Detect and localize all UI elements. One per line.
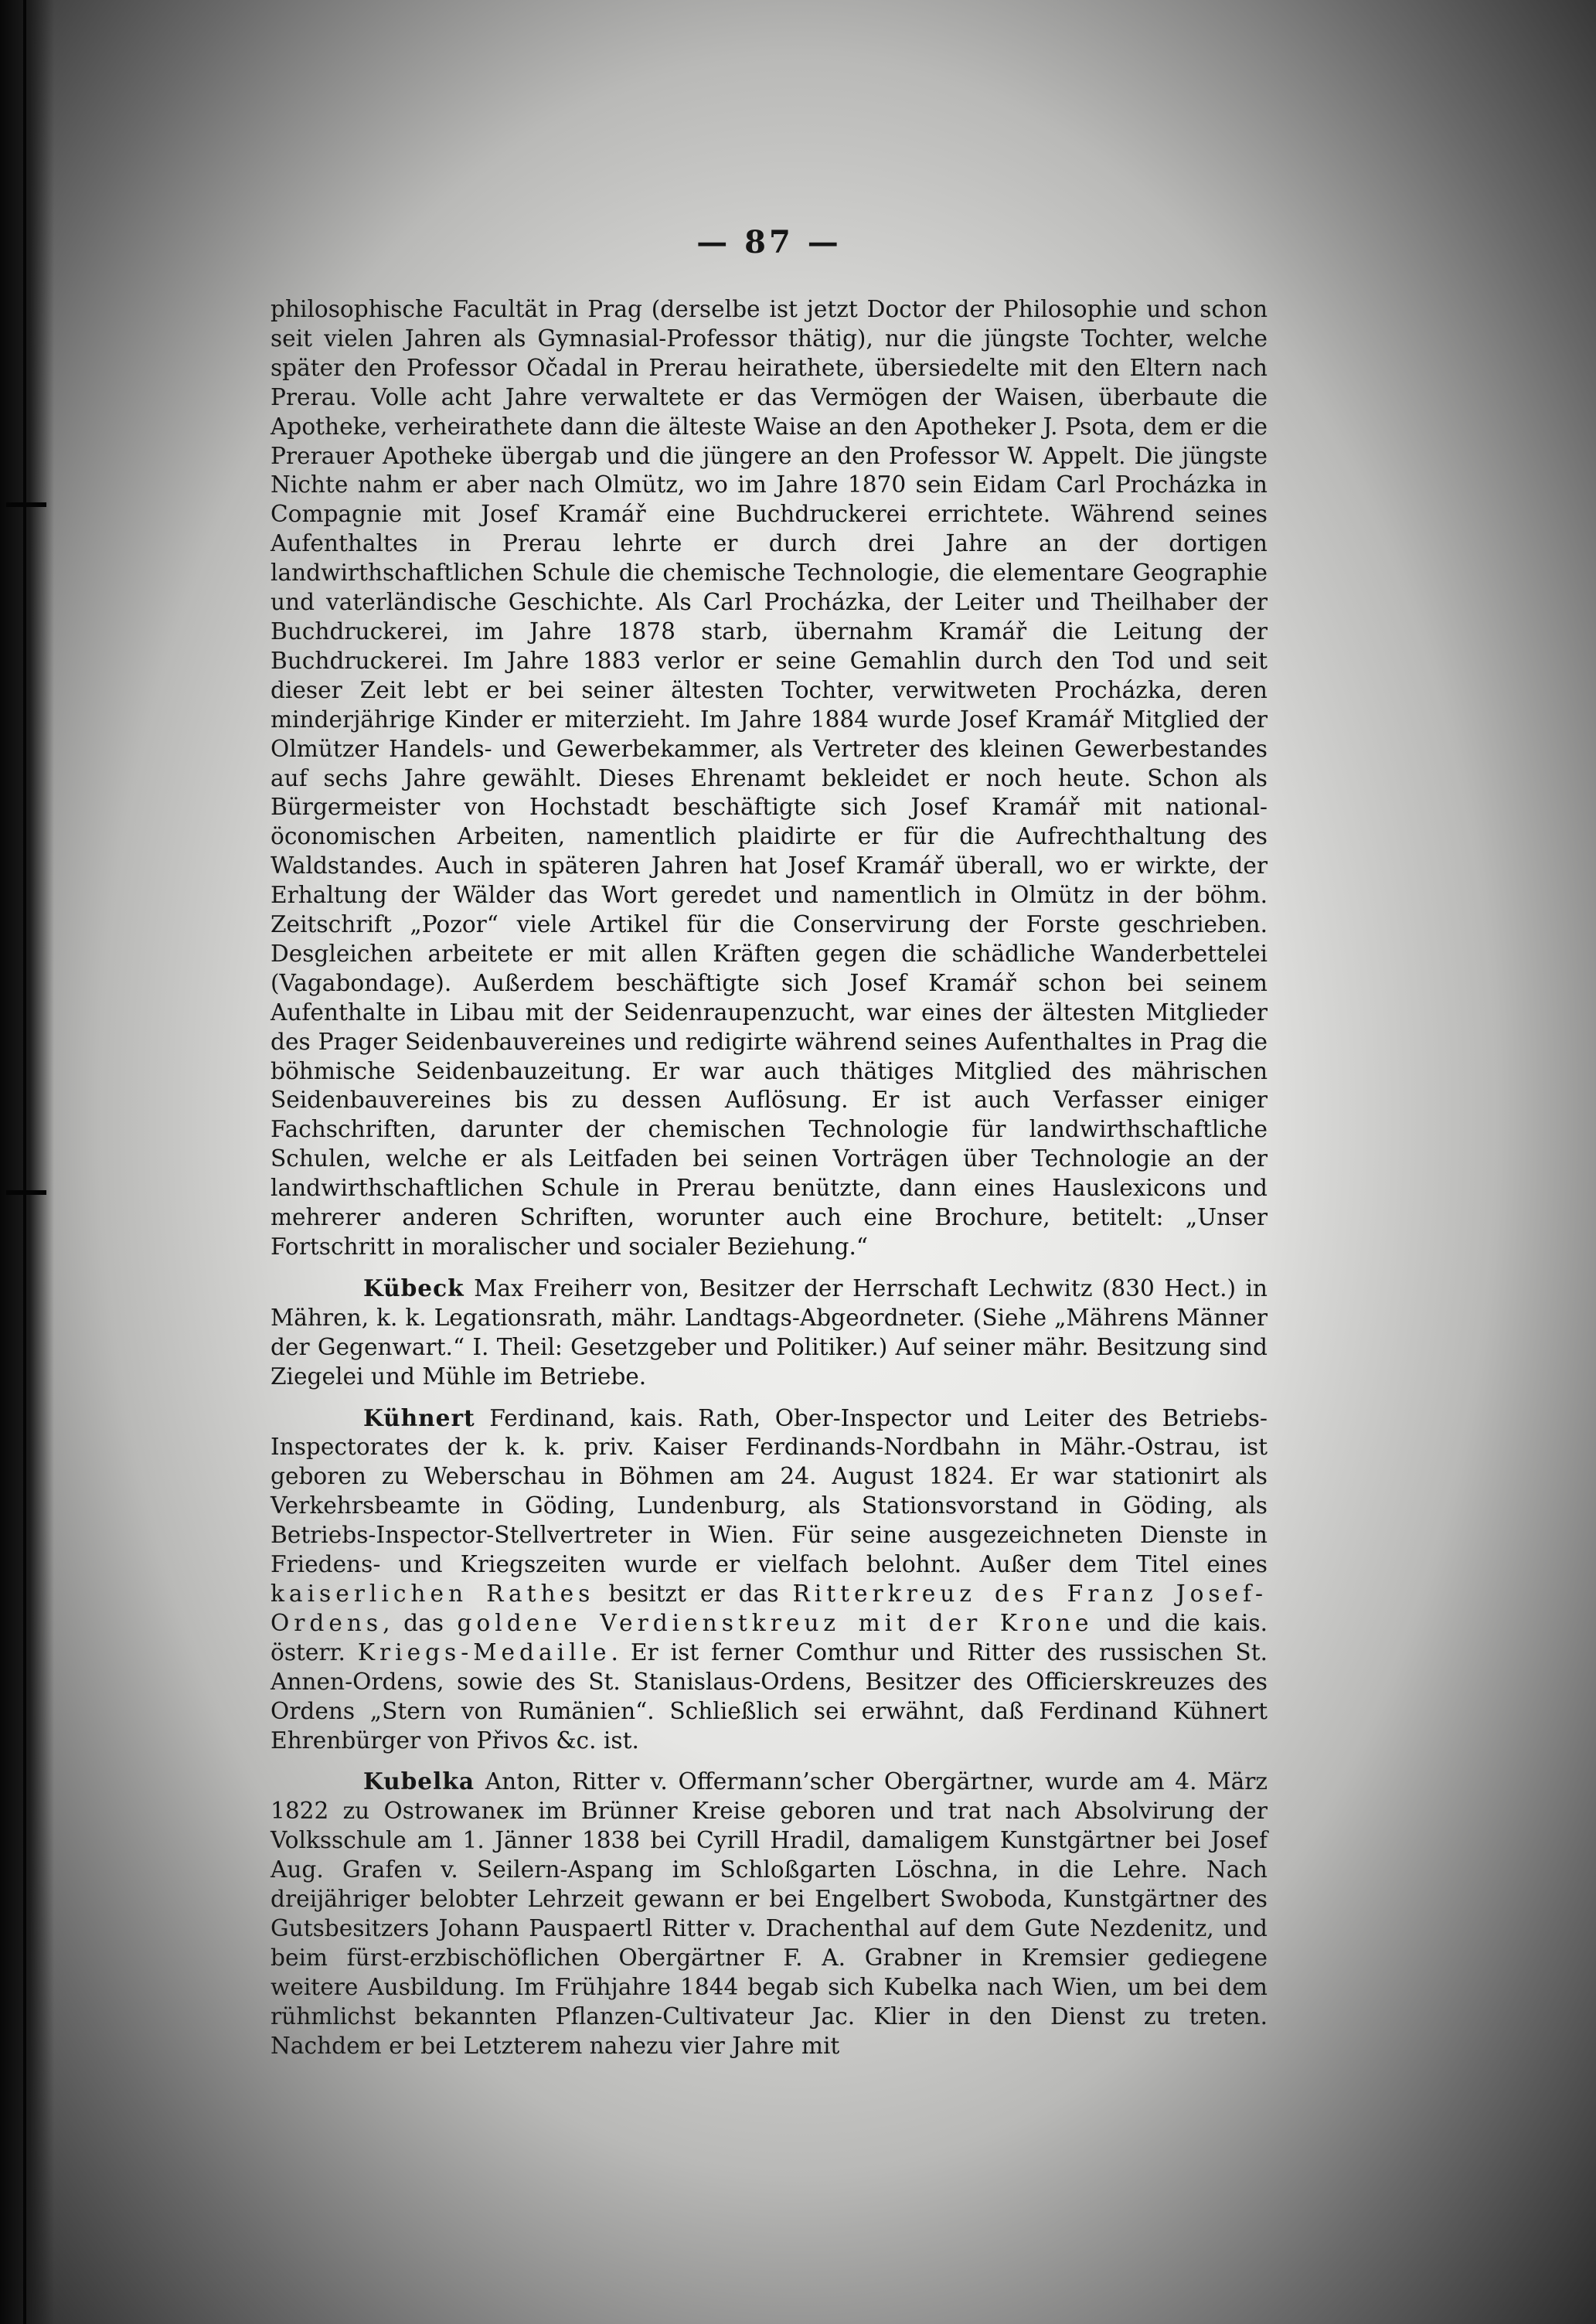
- entry-kuehnert: [271, 1404, 1268, 1756]
- entry-headword: Kühnert: [363, 1404, 475, 1431]
- entry-text: besitzt er das: [594, 1580, 793, 1607]
- binding-shadow: [0, 0, 54, 2324]
- binding-mark: [6, 502, 46, 507]
- entry-kubelka: [271, 1767, 1268, 2060]
- entry-spaced-text: Ritterkreuz des Franz Josef-Ordens: [271, 1580, 1268, 1636]
- entry-text: Ferdinand, kais. Rath, Ober-Inspector und Leiter des Betriebs-Inspectorates der k. k. priv. Kaiser Ferdinands-Nordbahn in Mähr.-Ostrau, ist geboren zu Weberschau in Böhmen am 24. August 1824. Er war stationirt als Verkehrsbeamte in Göding, Lundenburg, als Stationsvorstand in Göding, als Betriebs-Inspector-Stellvertreter in Wien. Für seine ausgezeichneten Dienste in Friedens- und Kriegszeiten wurde er vielfach belohnt. Außer dem Titel eines: [271, 1404, 1268, 1578]
- page-number: — 87 —: [696, 224, 842, 260]
- intro-paragraph: philosophische Facultät in Prag (derselbe ist jetzt Doctor der Philosophie und schon seit vielen Jahren als Gymnasial-Professor thätig), nur die jüngste Tochter, welche später den Professor Očadal in Prerau heirathete, übersiedelte mit den Eltern nach Prerau. Volle acht Jahre verwaltete er das Vermögen der Waisen, überbaute die Apotheke, verheirathete dann die älteste Waise an den Apotheker J. Psota, dem er die Prerauer Apotheke übergab und die jüngere an den Professor W. Appelt. Die jüngste Nichte nahm er aber nach Olmütz, wo im Jahre 1870 sein Eidam Carl Procházka in Compagnie mit Josef Kramář eine Buchdruckerei errichtete. Während seines Aufenthaltes in Prerau lehrte er durch drei Jahre an der dortigen landwirthschaftlichen Schule die chemische Technologie, die elementare Geographie und vaterländische Geschichte. Als Carl Procházka, der Leiter und Theilhaber der Buchdruckerei, im Jahre 1878 starb, übernahm Kramář die Leitung der Buchdruckerei. Im Jahre 1883 verlor er seine Gemahlin durch den Tod und seit dieser Zeit lebt er bei seiner ältesten Tochter, verwitweten Procházka, deren minderjährige Kinder er miterzieht. Im Jahre 1884 wurde Josef Kramář Mitglied der Olmützer Handels- und Gewerbekammer, als Vertreter des kleinen Gewerbestandes auf sechs Jahre gewählt. Dieses Ehrenamt bekleidet er noch heute. Schon als Bürgermeister von Hochstadt beschäftigte sich Josef Kramář mit national-öconomischen Arbeiten, namentlich plaidirte er für die Aufrechthaltung des Waldstandes. Auch in späteren Jahren hat Josef Kramář überall, wo er wirkte, der Erhaltung der Wälder das Wort geredet und namentlich in Olmütz in der böhm. Zeitschrift „Pozor“ viele Artikel für die Conservirung der Forste geschrieben. Desgleichen arbeitete er mit allen Kräften gegen die schädliche Wanderbettelei (Vagabondage). Außerdem beschäftigte sich Josef Kramář schon bei seinem Aufenthalte in Libau mit der Seidenraupenzucht, war eines der ältesten Mitglieder des Prager Seidenbauvereines und redigirte während seines Aufenthaltes in Prag die böhmische Seidenbauzeitung. Er war auch thätiges Mitglied des mährischen Seidenbauvereines bis zu dessen Auflösung. Er ist auch Verfasser einiger Fachschriften, darunter der chemischen Technologie für landwirthschaftliche Schulen, welche er als Leitfaden bei seinen Vorträgen über Technologie an der landwirthschaftlichen Schule in Prerau benützte, dann eines Hauslexicons und mehrerer anderen Schriften, worunter auch eine Brochure, betitelt: „Unser Fortschritt in moralischer und socialer Beziehung.“: [271, 296, 1268, 1260]
- book-page: [271, 224, 1268, 2059]
- entry-kuebeck: [271, 1274, 1268, 1392]
- entry-text: Anton, Ritter v. Offermann’scher Obergärtner, wurde am 4. März 1822 zu Ostrowaneк im Brünner Kreise geboren und trat nach Absolvirung der Volksschule am 1. Jänner 1838 bei Cyrill Hradil, damaligem Kunstgärtner bei Josef Aug. Grafen v. Seilern-Aspang im Schloßgarten Löschna, in die Lehre. Nach dreijähriger belobter Lehrzeit gewann er bei Engelbert Swoboda, Kunstgärtner des Gutsbesitzers Johann Pauspaertl Ritter v. Drachenthal auf dem Gute Nezdenitz, und beim fürst-erzbischöflichen Obergärtner F. A. Grabner in Kremsier gediegene weitere Ausbildung. Im Frühjahre 1844 begab sich Kubelka nach Wien, um bei dem rühmlichst bekannten Pflanzen-Cultivateur Jac. Klier in den Dienst zu treten. Nachdem er bei Letzterem nahezu vier Jahre mit: [271, 1768, 1268, 2059]
- entry-headword: Kübeck: [363, 1274, 465, 1302]
- entry-spaced-text: kaiserlichen Rathes: [271, 1580, 595, 1607]
- entry-headword: Kubelka: [363, 1768, 475, 1795]
- binding-line: [23, 0, 26, 2324]
- entry-spaced-text: Kriegs-Medaille: [357, 1638, 611, 1666]
- entry-spaced-text: goldene Verdienstkreuz mit der Krone: [457, 1609, 1094, 1636]
- entry-text: . Er ist ferner Comthur und Ritter des russischen St. Annen-Ordens, sowie des St. Stanislaus-Ordens, Besitzer des Officierskreuzes des Ordens „Stern von Rumänien“. Schließlich sei erwähnt, daß Ferdinand Kühnert Ehrenbürger von Přivos &c. ist.: [271, 1638, 1268, 1754]
- entry-text: und die kais. österr.: [271, 1609, 1268, 1666]
- entry-text: Max Freiherr von, Besitzer der Herrschaft Lechwitz (830 Hect.) in Mähren, k. k. Legationsrath, mähr. Landtags-Abgeordneter. (Siehe „Mährens Männer der Gegenwart.“ I. Theil: Gesetzgeber und Politiker.) Auf seiner mähr. Besitzung sind Ziegelei und Mühle im Betriebe.: [271, 1274, 1268, 1390]
- binding-mark: [6, 1190, 46, 1195]
- entry-text: , das: [383, 1609, 458, 1636]
